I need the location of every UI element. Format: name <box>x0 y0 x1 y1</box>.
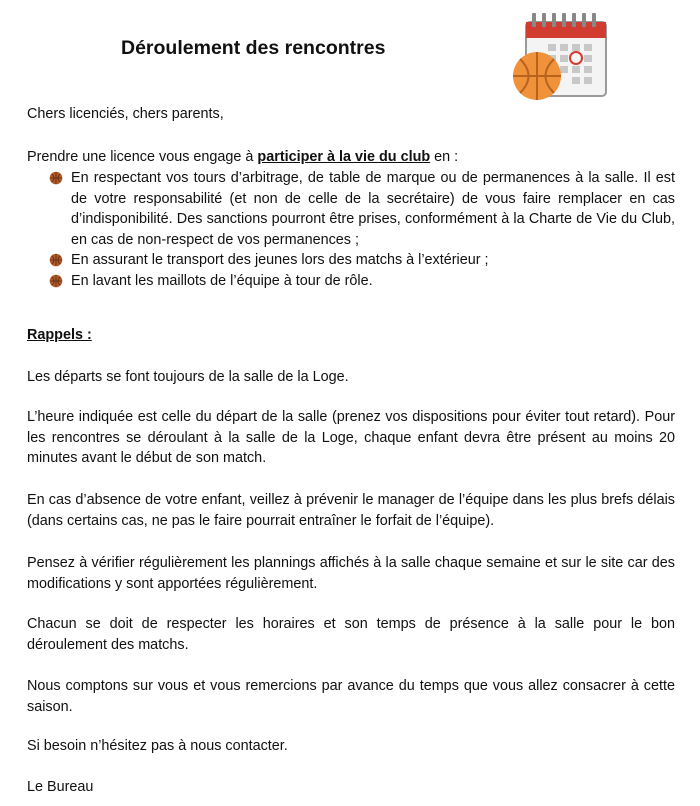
intro-after: en : <box>430 149 459 165</box>
paragraph-remerciements: Nous comptons sur vous et vous remercions par avance du temps que vous allez consacrer à cette saison. <box>27 678 675 715</box>
list-item <box>49 271 675 292</box>
signature: Le Bureau <box>27 779 94 795</box>
list-item-text: En assurant le transport des jeunes lors des matchs à l’extérieur ; <box>71 252 489 268</box>
basketball-bullet-icon <box>49 274 63 288</box>
basketball-bullet-icon <box>49 171 63 185</box>
list-item <box>49 250 675 271</box>
intro-line <box>27 147 675 168</box>
list-item-text: En lavant les maillots de l’équipe à tour de rôle. <box>71 272 373 289</box>
list-item-text: En respectant vos tours d’arbitrage, de table de marque ou de permanences à la salle. Il est de votre responsabilité (et non de celle de la secrétaire) de vous faire remplacer en cas d’indisponibilité. Des sanctions pourront être prises, conformément à la Charte de Vie du Club, en cas de non-respect de vos permanences ; <box>71 170 675 248</box>
paragraph-contact: Si besoin n’hésitez pas à nous contacter. <box>27 738 288 754</box>
paragraph-departs: Les départs se font toujours de la salle de la Loge. <box>27 369 349 385</box>
calendar-basketball-icon <box>512 10 616 104</box>
paragraph-plannings: Pensez à vérifier régulièrement les plannings affichés à la salle chaque semaine et sur le site car des modifications y sont apportées régulièrement. <box>27 555 675 592</box>
page-title: Déroulement des rencontres <box>121 37 386 59</box>
intro-before: Prendre une licence vous engage à <box>27 149 258 165</box>
paragraph-horaires: Chacun se doit de respecter les horaires et son temps de présence à la salle pour le bon déroulement des matchs. <box>27 616 675 653</box>
list-item <box>49 168 675 250</box>
club-participation-emphasis: participer à la vie du club <box>257 149 431 165</box>
paragraph-absence: En cas d’absence de votre enfant, veillez à prévenir le manager de l’équipe dans les plus brefs délais (dans certains cas, ne pas le faire pourrait entraîner le forfait de l’équipe). <box>27 492 675 529</box>
commitments-list <box>49 168 675 291</box>
greeting: Chers licenciés, chers parents, <box>27 106 224 122</box>
basketball-bullet-icon <box>49 253 63 267</box>
rappels-heading: Rappels : <box>27 327 92 343</box>
paragraph-heure: L’heure indiquée est celle du départ de la salle (prenez vos dispositions pour éviter tout retard). Pour les rencontres se déroulant à la salle de la Loge, chaque enfant devra être présent au moins 20 minutes avant le début de son match. <box>27 409 675 466</box>
